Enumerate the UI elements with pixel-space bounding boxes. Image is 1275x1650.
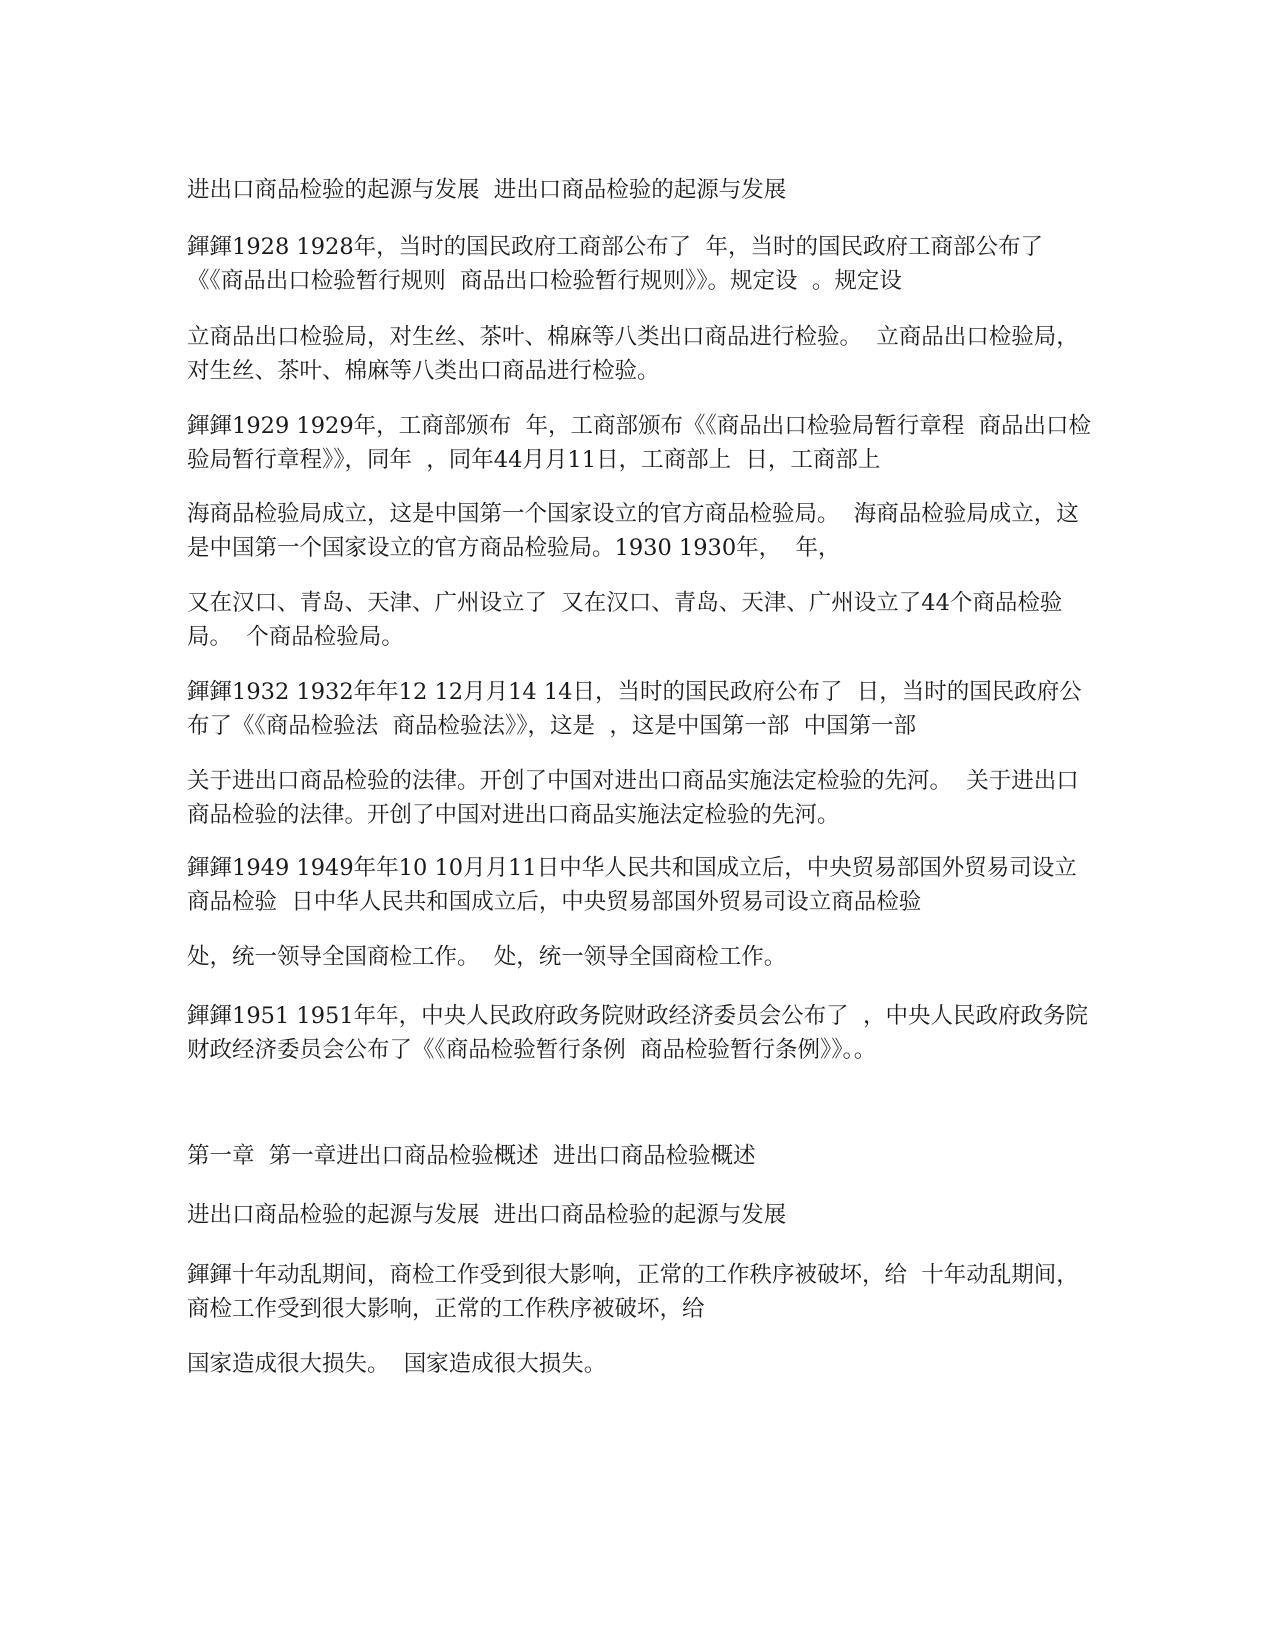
paragraph-1928: 鍕鍕1928 1928年，当时的国民政府工商部公布了 年，当时的国民政府工商部公布了《《商品出口检验暂行规则 商品出口检验暂行规则》》。规定设 。规定设 <box>187 234 1043 294</box>
chapter-title: 第一章 第一章进出口商品检验概述 进出口商品检验概述 <box>187 1143 756 1169</box>
paragraph-heading-origin: 进出口商品检验的起源与发展 进出口商品检验的起源与发展 <box>187 177 787 203</box>
paragraph-1949-cont: 处，统一领导全国商检工作。 处，统一领导全国商检工作。 <box>187 944 787 970</box>
paragraph-decade-cont: 国家造成很大损失。 国家造成很大损失。 <box>187 1351 607 1377</box>
paragraph-1951: 鍕鍕1951 1951年年，中央人民政府政务院财政经济委员会公布了 ，中央人民政府政务院财政经济委员会公布了《《商品检验暂行条例 商品检验暂行条例》》。。 <box>187 1003 1088 1063</box>
paragraph-1932-cont: 关于进出口商品检验的法律。开创了中国对进出口商品实施法定检验的先河。 关于进出口商品检验的法律。开创了中国对进出口商品实施法定检验的先河。 <box>187 768 1079 828</box>
section-title: 进出口商品检验的起源与发展 进出口商品检验的起源与发展 <box>187 1202 787 1228</box>
paragraph-1932: 鍕鍕1932 1932年年12 12月月14 14日，当时的国民政府公布了 日，当时的国民政府公布了《《商品检验法 商品检验法》》，这是 ，这是中国第一部 中国第一部 <box>187 679 1082 739</box>
paragraph-decade: 鍕鍕十年动乱期间，商检工作受到很大影响，正常的工作秩序被破坏，给 十年动乱期间，商检工作受到很大影响，正常的工作秩序被破坏，给 <box>187 1262 1079 1322</box>
paragraph-1929: 鍕鍕1929 1929年，工商部颁布 年，工商部颁布《《商品出口检验局暂行章程 商品出口检验局暂行章程》》，同年 ，同年44月月11日，工商部上 日，工商部上 <box>187 413 1092 473</box>
paragraph-1930-cont: 又在汉口、青岛、天津、广州设立了 又在汉口、青岛、天津、广州设立了44个商品检验局。 个商品检验局。 <box>187 590 1063 650</box>
paragraph-1949: 鍕鍕1949 1949年年10 10月月11日中华人民共和国成立后，中央贸易部国外贸易司设立商品检验 日中华人民共和国成立后，中央贸易部国外贸易司设立商品检验 <box>187 855 1077 915</box>
paragraph-1928-cont: 立商品出口检验局，对生丝、茶叶、棉麻等八类出口商品进行检验。 立商品出口检验局，对生丝、茶叶、棉麻等八类出口商品进行检验。 <box>187 324 1079 384</box>
paragraph-1929-cont: 海商品检验局成立，这是中国第一个国家设立的官方商品检验局。 海商品检验局成立，这是中国第一个国家设立的官方商品检验局。1930 1930年， 年， <box>187 501 1079 561</box>
